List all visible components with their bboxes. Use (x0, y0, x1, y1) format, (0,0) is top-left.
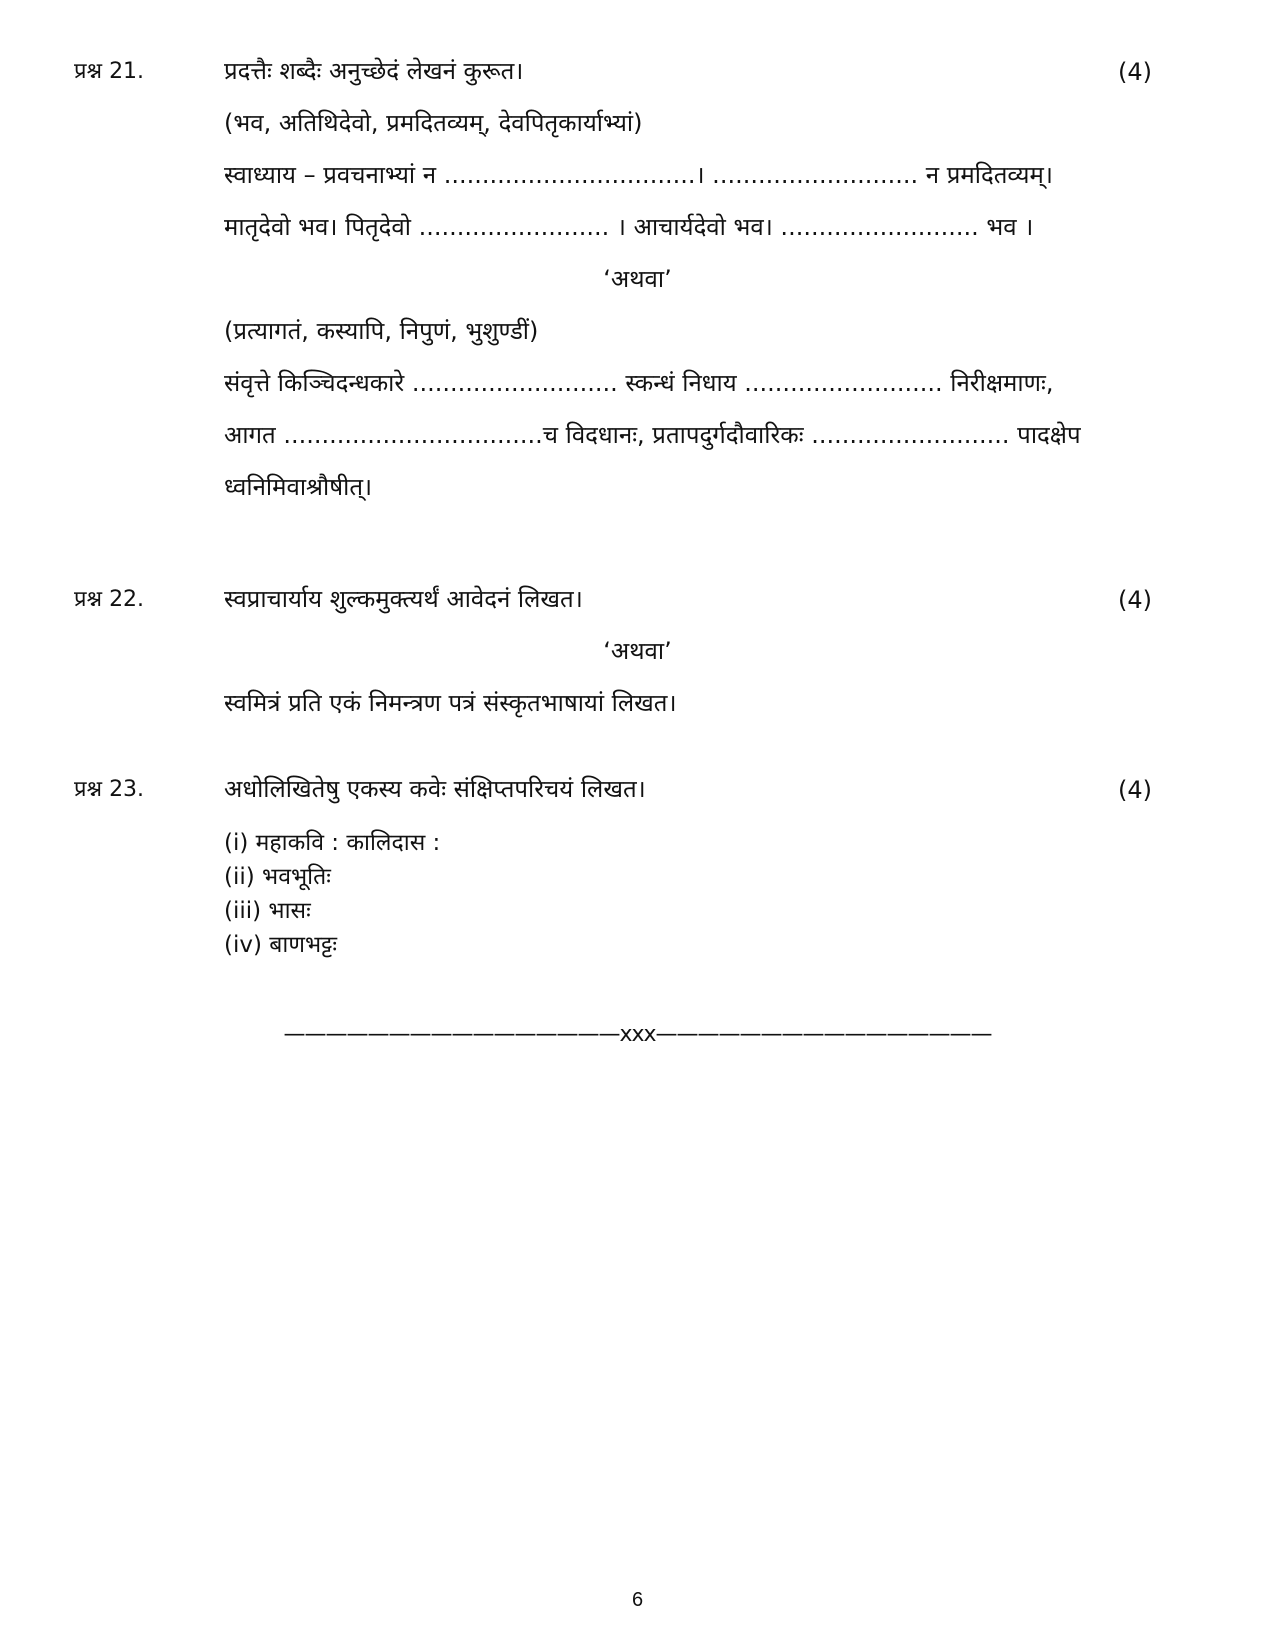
page-number: 6 (631, 1589, 644, 1611)
question-21-text-b-line-1: संवृत्ते किञ्चिदन्धकारे ........................... स्कन्धं निधाय .......................... निरीक्षमाणः, (224, 369, 1054, 397)
question-22-marks: (4) (1118, 586, 1152, 614)
question-23-number: प्रश्न 23. (74, 777, 145, 802)
question-22-number: प्रश्न 22. (74, 587, 145, 612)
question-21-instruction: प्रदत्तैः शब्दैः अनुच्छेदं लेखनं कुरूत। (224, 57, 524, 85)
question-23-instruction: अधोलिखितेषु एकस्य कवेः संक्षिप्तपरिचयं लिखत। (224, 775, 646, 803)
question-21-text-a-line-1: स्वाध्याय – प्रवचनाभ्यां न .................................। ........................... न प्रमदितव्यम्। (224, 161, 1053, 189)
question-21-text-a-line-2: मातृदेवो भव। पितृदेवो ......................... । आचार्यदेवो भव। .......................... भव । (224, 213, 1034, 241)
question-23-option-3: (iii) भासः (224, 898, 311, 924)
question-21-words-b: (प्रत्यागतं, कस्यापि, निपुणं, भुशुण्डीं) (224, 317, 539, 345)
question-22-or: ‘अथवा’ (603, 637, 672, 665)
question-23-marks: (4) (1118, 776, 1152, 804)
question-21-marks: (4) (1118, 58, 1152, 86)
question-21-number: प्रश्न 21. (74, 59, 145, 84)
question-23-option-4: (iv) बाणभट्टः (224, 932, 338, 958)
question-21-text-b-line-2: आगत ..................................च विदधानः, प्रतापदुर्गदौवारिकः .......................... पादक्षेप (224, 421, 1081, 449)
question-21-text-b-line-3: ध्वनिमिवाश्रौषीत्। (224, 473, 373, 501)
question-21-or: ‘अथवा’ (603, 265, 672, 293)
question-23-option-1: (i) महाकवि : कालिदास : (224, 830, 441, 856)
question-22-instruction: स्वप्राचार्याय शुल्कमुक्त्यर्थं आवेदनं लिखत। (224, 585, 583, 613)
question-22-alternative: स्वमित्रं प्रति एकं निमन्त्रण पत्रं संस्कृतभाषायां लिखत। (224, 689, 677, 717)
question-23-option-2: (ii) भवभूतिः (224, 864, 331, 890)
end-of-paper-mark: ————————————————xxx———————————————— (283, 1022, 992, 1047)
question-21-words-a: (भव, अतिथिदेवो, प्रमदितव्यम्, देवपितृकार्याभ्यां) (224, 109, 643, 137)
